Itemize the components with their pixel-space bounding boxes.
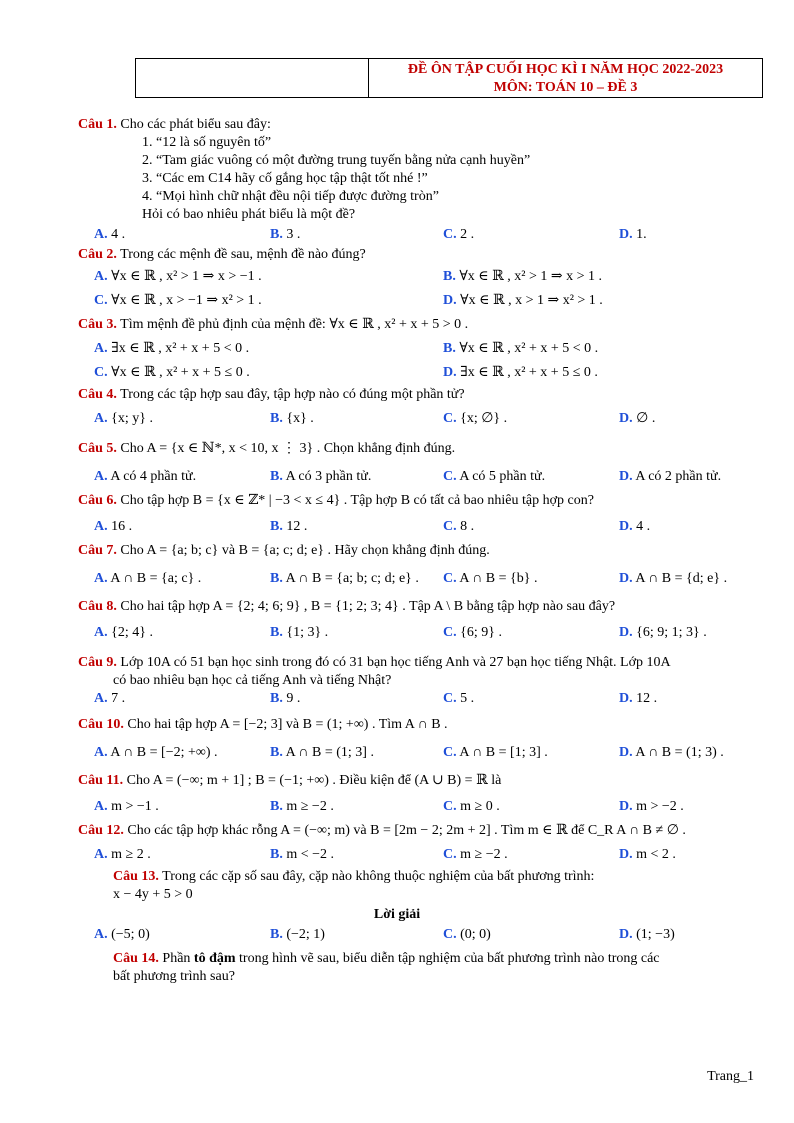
question-12: Câu 12. Cho các tập hợp khác rỗng A = (−∞; m) và B = [2m − 2; 2m + 2] . Tìm m ∈ ℝ để C_R A ∩ B ≠ ∅ . — [78, 823, 686, 838]
option-b: B. {1; 3} . — [270, 625, 329, 640]
page-footer: Trang_1 — [707, 1069, 754, 1084]
option-c: C. A ∩ B = {b} . — [443, 571, 538, 586]
question-number: Câu 1. — [78, 117, 117, 132]
option-a: A. ∀x ∈ ℝ , x² > 1 ⇒ x > −1 . — [94, 269, 262, 284]
option-a: A. A ∩ B = {a; c} . — [94, 571, 202, 586]
option-a: A. 4 . — [94, 227, 126, 242]
option-c: C. 5 . — [443, 691, 475, 706]
option-d: D. 1. — [619, 227, 647, 242]
question-7: Câu 7. Cho A = {a; b; c} và B = {a; c; d; e} . Hãy chọn khẳng định đúng. — [78, 543, 490, 558]
option-c: C. A có 5 phần tử. — [443, 469, 546, 484]
option-d: D. A có 2 phần tử. — [619, 469, 722, 484]
option-a: A. 7 . — [94, 691, 126, 706]
option-c: C. m ≥ 0 . — [443, 799, 500, 814]
option-a: A. A ∩ B = [−2; +∞) . — [94, 745, 218, 760]
statement-1: 1. “12 là số nguyên tố” — [142, 135, 272, 150]
question-text: Cho các phát biểu sau đây: — [116, 117, 271, 132]
question-10: Câu 10. Cho hai tập hợp A = [−2; 3] và B = (1; +∞) . Tìm A ∩ B . — [78, 717, 448, 732]
option-b: B. A ∩ B = {a; b; c; d; e} . — [270, 571, 419, 586]
option-d: D. (1; −3) — [619, 927, 675, 942]
option-d: D. A ∩ B = {d; e} . — [619, 571, 728, 586]
option-d: D. m > −2 . — [619, 799, 684, 814]
option-c: C. A ∩ B = [1; 3] . — [443, 745, 548, 760]
option-d: D. ∅ . — [619, 411, 656, 426]
option-a: A. A có 4 phần tử. — [94, 469, 197, 484]
option-b: B. ∀x ∈ ℝ , x² + x + 5 < 0 . — [443, 341, 599, 356]
option-b: B. m ≥ −2 . — [270, 799, 334, 814]
option-d: D. {6; 9; 1; 3} . — [619, 625, 707, 640]
question-4: Câu 4. Trong các tập hợp sau đây, tập hợp nào có đúng một phần tử? — [78, 387, 465, 402]
option-a: A. {2; 4} . — [94, 625, 153, 640]
option-b: B. 12 . — [270, 519, 308, 534]
option-b: B. 9 . — [270, 691, 301, 706]
question-14-continued: bất phương trình sau? — [113, 969, 235, 984]
question-3: Câu 3. Tìm mệnh đề phủ định của mệnh đề: ∀x ∈ ℝ , x² + x + 5 > 0 . — [78, 317, 469, 332]
option-c: C. 8 . — [443, 519, 475, 534]
option-a: A. ∃x ∈ ℝ , x² + x + 5 < 0 . — [94, 341, 250, 356]
option-c: C. ∀x ∈ ℝ , x² + x + 5 ≤ 0 . — [94, 365, 250, 380]
option-d: D. A ∩ B = (1; 3) . — [619, 745, 724, 760]
option-a: A. {x; y} . — [94, 411, 153, 426]
question-8: Câu 8. Cho hai tập hợp A = {2; 4; 6; 9} , B = {1; 2; 3; 4} . Tập A \ B bằng tập hợp nào sau đây? — [78, 599, 616, 614]
bold-phrase: tô đậm — [193, 951, 236, 966]
option-c: C. {6; 9} . — [443, 625, 502, 640]
statement-3: 3. “Các em C14 hãy cố gắng học tập thật tốt nhé !” — [142, 171, 428, 186]
header-left-cell — [136, 59, 369, 97]
header-title-cell — [369, 59, 762, 97]
question-5: Câu 5. Cho A = {x ∈ ℕ*, x < 10, x ⋮ 3} . Chọn khẳng định đúng. — [78, 441, 456, 456]
question-9: Câu 9. Lớp 10A có 51 bạn học sinh trong đó có 31 bạn học tiếng Anh và 27 bạn học tiếng Nhật. Lớp 10A — [78, 655, 671, 670]
question-2: Câu 2. Trong các mệnh đề sau, mệnh đề nào đúng? — [78, 247, 366, 262]
statement-4: 4. “Mọi hình chữ nhật đều nội tiếp được đường tròn” — [142, 189, 439, 204]
option-d: D. ∀x ∈ ℝ , x > 1 ⇒ x² > 1 . — [443, 293, 603, 308]
question-11: Câu 11. Cho A = (−∞; m + 1] ; B = (−1; +∞) . Điều kiện để (A ∪ B) = ℝ là — [78, 773, 502, 788]
option-a: A. m ≥ 2 . — [94, 847, 151, 862]
option-b: B. {x} . — [270, 411, 314, 426]
header-title-line1: ĐỀ ÔN TẬP CUỐI HỌC KÌ I NĂM HỌC 2022-2023 — [407, 62, 724, 77]
option-b: B. m < −2 . — [270, 847, 335, 862]
option-b: B. (−2; 1) — [270, 927, 325, 942]
question-9-continued: có bao nhiêu bạn học cả tiếng Anh và tiếng Nhật? — [113, 673, 392, 688]
option-c: C. (0; 0) — [443, 927, 491, 942]
option-d: D. m < 2 . — [619, 847, 676, 862]
option-a: A. m > −1 . — [94, 799, 159, 814]
option-d: D. ∃x ∈ ℝ , x² + x + 5 ≤ 0 . — [443, 365, 598, 380]
question-13: Câu 13. Trong các cặp số sau đây, cặp nào không thuộc nghiệm của bất phương trình: — [113, 869, 595, 884]
option-d: D. 4 . — [619, 519, 651, 534]
question-1 — [78, 116, 768, 134]
option-b: B. ∀x ∈ ℝ , x² > 1 ⇒ x > 1 . — [443, 269, 603, 284]
option-a: A. 16 . — [94, 519, 133, 534]
option-d: D. 12 . — [619, 691, 658, 706]
option-c: C. ∀x ∈ ℝ , x > −1 ⇒ x² > 1 . — [94, 293, 262, 308]
statement-2: 2. “Tam giác vuông có một đường trung tuyến bằng nửa cạnh huyền” — [142, 153, 531, 168]
option-b: B. A có 3 phần tử. — [270, 469, 372, 484]
question-6: Câu 6. Cho tập hợp B = {x ∈ ℤ* | −3 < x ≤ 4} . Tập hợp B có tất cả bao nhiêu tập hợp con? — [78, 493, 594, 508]
exam-header — [135, 58, 763, 98]
solution-heading: Lời giải — [373, 907, 421, 922]
option-b: B. A ∩ B = (1; 3] . — [270, 745, 374, 760]
question-13-inequality: x − 4y + 5 > 0 — [113, 887, 193, 902]
option-a: A. (−5; 0) — [94, 927, 150, 942]
option-c: C. m ≥ −2 . — [443, 847, 508, 862]
question-1-ask: Hỏi có bao nhiêu phát biểu là một đề? — [142, 207, 356, 222]
option-c: C. 2 . — [443, 227, 475, 242]
header-title-line2: MÔN: TOÁN 10 – ĐỀ 3 — [493, 80, 638, 95]
option-c: C. {x; ∅} . — [443, 411, 508, 426]
question-14: Câu 14. Phần tô đậm trong hình vẽ sau, biểu diễn tập nghiệm của bất phương trình nào trong các — [113, 951, 660, 966]
option-b: B. 3 . — [270, 227, 301, 242]
